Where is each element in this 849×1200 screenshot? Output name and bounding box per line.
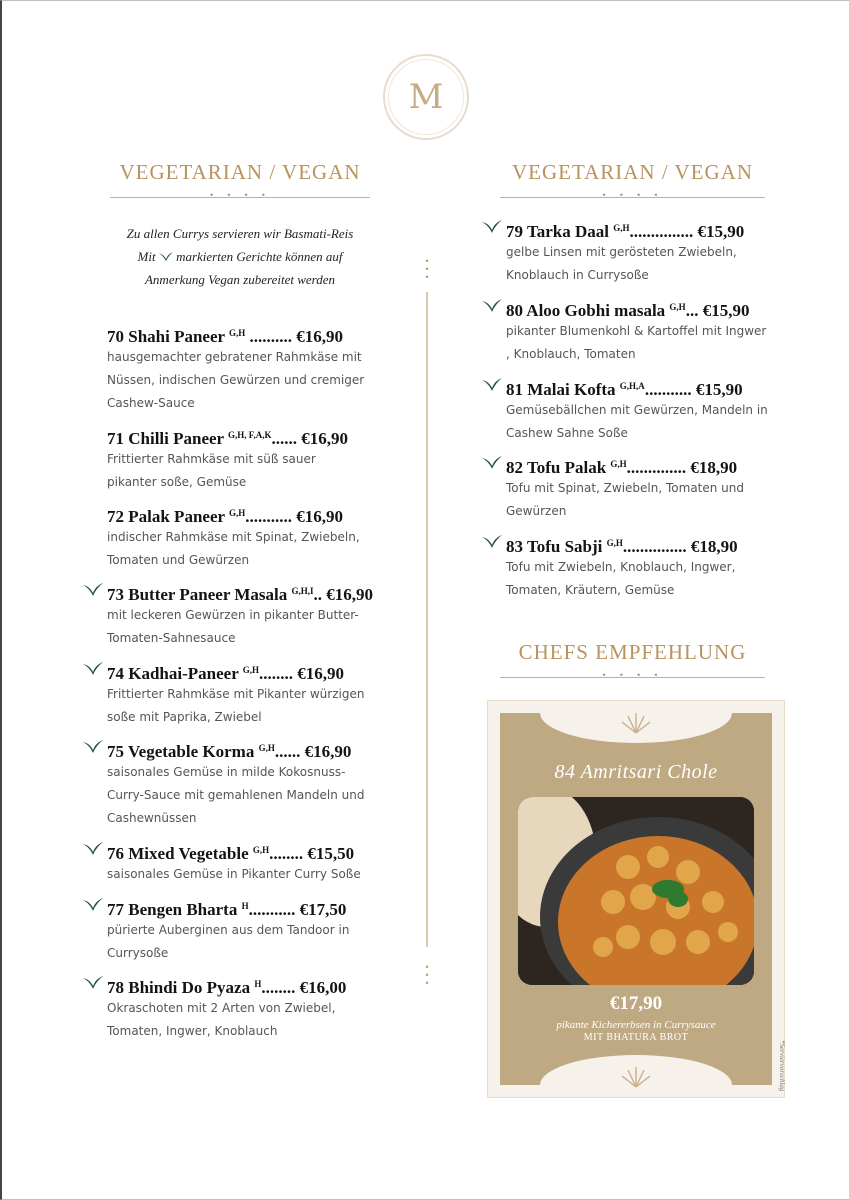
menu-item bbox=[107, 839, 369, 886]
menu-item-name: 75 Vegetable Korma bbox=[107, 742, 255, 761]
menu-item-title bbox=[107, 322, 369, 344]
sunburst-ornament-icon bbox=[618, 709, 654, 735]
menu-item-leader: .......... bbox=[245, 327, 293, 346]
vegan-leaf-icon bbox=[83, 662, 103, 676]
vegan-leaf-icon bbox=[159, 252, 173, 262]
menu-item-description: Tofu mit Spinat, Zwiebeln, Tomaten und Gewürzen bbox=[506, 481, 745, 518]
menu-item bbox=[107, 424, 369, 494]
sunburst-ornament-bottom-icon bbox=[618, 1063, 654, 1089]
menu-item-description: Tofu mit Zwiebeln, Knoblauch, Ingwer, Tomaten, Kräutern, Gemüse bbox=[506, 560, 736, 597]
menu-item-title bbox=[107, 424, 369, 446]
menu-item-leader: ... bbox=[685, 301, 699, 320]
allergen-codes: G,H, F,A,K bbox=[228, 430, 272, 440]
menu-item-price: €16,90 bbox=[304, 742, 352, 761]
menu-item-name: 83 Tofu Sabji bbox=[506, 537, 603, 556]
vegan-leaf-icon bbox=[482, 456, 502, 470]
menu-item-title bbox=[107, 737, 369, 759]
menu-item-description: indischer Rahmkäse mit Spinat, Zwiebeln, Tomaten und Gewürzen bbox=[107, 530, 360, 567]
menu-item-description: Frittierter Rahmkäse mit Pikanter würzigen soße mit Paprika, Zwiebel bbox=[107, 687, 365, 724]
left-title-ornament: • • • • bbox=[209, 191, 271, 200]
intro-line-3: Anmerkung Vegan zubereitet werden bbox=[144, 272, 336, 287]
menu-item-title bbox=[107, 839, 369, 861]
menu-item-description: Okraschoten mit 2 Arten von Zwiebel, Tomaten, Ingwer, Knoblauch bbox=[107, 1001, 336, 1038]
chef-dish-name: 84 Amritsari Chole bbox=[554, 761, 718, 783]
menu-item-leader: ........ bbox=[261, 978, 296, 997]
menu-item bbox=[506, 375, 768, 445]
menu-item-name: 76 Mixed Vegetable bbox=[107, 844, 249, 863]
vegan-leaf-icon bbox=[83, 842, 103, 856]
menu-item-price: €16,90 bbox=[297, 664, 344, 683]
menu-item-title bbox=[107, 502, 369, 524]
menu-item-title bbox=[506, 453, 768, 475]
chef-panel bbox=[500, 713, 772, 1085]
menu-item-price: €18,90 bbox=[690, 537, 738, 556]
menu-item-leader: ...... bbox=[271, 429, 297, 448]
menu-item-price: €16,90 bbox=[301, 429, 348, 448]
menu-item-leader: ........... bbox=[644, 380, 692, 399]
divider-ornament-top: • • • bbox=[424, 257, 430, 282]
column-divider bbox=[426, 292, 428, 947]
menu-item bbox=[107, 322, 369, 415]
chef-dish-description: pikante Kichererbsen in Currysauce bbox=[556, 1019, 716, 1031]
menu-item-price: €15,90 bbox=[695, 380, 743, 399]
allergen-codes: G,H bbox=[669, 302, 686, 312]
vegan-leaf-icon bbox=[83, 976, 103, 990]
menu-item-name: 70 Shahi Paneer bbox=[107, 327, 225, 346]
allergen-codes: G,H bbox=[252, 845, 270, 855]
menu-item-title bbox=[506, 296, 768, 318]
vegan-leaf-icon bbox=[482, 378, 502, 392]
menu-item bbox=[107, 973, 369, 1043]
chef-dish-price: €17,90 bbox=[609, 993, 663, 1014]
allergen-codes: H bbox=[254, 979, 262, 989]
vegan-leaf-icon bbox=[83, 583, 103, 597]
menu-item-name: 73 Butter Paneer Masala bbox=[107, 585, 288, 604]
menu-item-leader: ...... bbox=[274, 742, 301, 761]
allergen-codes: H bbox=[241, 901, 249, 911]
allergen-codes: G,H bbox=[610, 459, 627, 469]
menu-item-description: Frittierter Rahmkäse mit süß sauer pikanter soße, Gemüse bbox=[107, 452, 316, 489]
menu-item bbox=[506, 296, 768, 366]
menu-item bbox=[107, 895, 369, 965]
menu-item-leader: ........... bbox=[248, 900, 296, 919]
menu-item-name: 72 Palak Paneer bbox=[107, 507, 225, 526]
intro-line-2 bbox=[108, 245, 372, 268]
menu-item-description: saisonales Gemüse in Pikanter Curry Soße bbox=[107, 867, 361, 881]
menu-item-description: saisonales Gemüse in milde Kokosnuss-Curry-Sauce mit gemahlenen Mandeln und Cashewnüssen bbox=[107, 765, 365, 825]
intro-line-1: Zu allen Currys servieren wir Basmati-Reis bbox=[126, 226, 354, 241]
menu-item-title bbox=[506, 217, 768, 239]
menu-item-title bbox=[506, 375, 768, 397]
menu-item-leader: ........ bbox=[258, 664, 293, 683]
allergen-codes: G,H bbox=[228, 508, 246, 518]
vegan-leaf-icon bbox=[482, 535, 502, 549]
menu-item-description: pikanter Blumenkohl & Kartoffel mit Ingwer , Knoblauch, Tomaten bbox=[506, 324, 767, 361]
menu-item-name: 81 Malai Kofta bbox=[506, 380, 616, 399]
menu-item-description: Gemüsebällchen mit Gewürzen, Mandeln in Cashew Sahne Soße bbox=[506, 403, 768, 440]
menu-item-price: €15,50 bbox=[307, 844, 355, 863]
menu-item-name: 74 Kadhai-Paneer bbox=[107, 664, 239, 683]
menu-item-description: gelbe Linsen mit gerösteten Zwiebeln, Knoblauch in Currysoße bbox=[506, 245, 737, 282]
menu-item bbox=[506, 217, 768, 287]
vegan-leaf-icon bbox=[482, 220, 502, 234]
menu-item-leader: .. bbox=[313, 585, 322, 604]
menu-item-name: 79 Tarka Daal bbox=[506, 222, 609, 241]
allergen-codes: G,H,I bbox=[291, 586, 314, 596]
allergen-codes: G,H,A bbox=[619, 381, 645, 391]
menu-item-name: 77 Bengen Bharta bbox=[107, 900, 238, 919]
monogram-icon: M bbox=[388, 59, 464, 135]
vegan-leaf-icon bbox=[83, 898, 103, 912]
vegan-leaf-icon bbox=[482, 299, 502, 313]
restaurant-logo bbox=[383, 54, 469, 140]
serving-suggestion-note: *Serviervorschlag bbox=[778, 1040, 786, 1092]
menu-item-description: pürierte Auberginen aus dem Tandoor in Currysoße bbox=[107, 923, 350, 960]
menu-item-price: €16,00 bbox=[299, 978, 347, 997]
intro-line-2-start: Mit bbox=[137, 249, 156, 264]
menu-item bbox=[107, 737, 369, 830]
intro-note bbox=[108, 222, 372, 291]
menu-item-name: 78 Bhindi Do Pyaza bbox=[107, 978, 251, 997]
allergen-codes: G,H bbox=[258, 743, 275, 753]
menu-item-name: 82 Tofu Palak bbox=[506, 458, 607, 477]
menu-item-leader: .............. bbox=[626, 458, 687, 477]
vegan-leaf-icon bbox=[83, 740, 103, 754]
divider-ornament-bottom: • • • bbox=[424, 963, 430, 988]
menu-item-price: €15,90 bbox=[697, 222, 745, 241]
chef-recommendation-card bbox=[487, 700, 785, 1098]
left-section-title: VEGETARIAN / VEGAN bbox=[119, 160, 361, 184]
menu-item-title bbox=[107, 973, 369, 995]
menu-item-leader: ........ bbox=[269, 844, 304, 863]
right-section-title: VEGETARIAN / VEGAN bbox=[511, 160, 754, 184]
menu-item-price: €15,90 bbox=[702, 301, 750, 320]
menu-item-price: €16,90 bbox=[296, 507, 343, 526]
allergen-codes: G,H bbox=[606, 538, 623, 548]
chef-section-title: CHEFS EMPFEHLUNG bbox=[518, 640, 747, 664]
menu-item-leader: ........... bbox=[245, 507, 292, 526]
menu-item bbox=[107, 502, 369, 572]
menu-item-name: 71 Chilli Paneer bbox=[107, 429, 224, 448]
right-title-ornament: • • • • bbox=[601, 191, 664, 200]
menu-item-name: 80 Aloo Gobhi masala bbox=[506, 301, 666, 320]
intro-line-2-end: markierten Gerichte können auf bbox=[176, 249, 343, 264]
chef-title-ornament: • • • • bbox=[601, 671, 664, 680]
menu-item-price: €18,90 bbox=[690, 458, 738, 477]
menu-item-leader: ............... bbox=[629, 222, 694, 241]
allergen-codes: G,H bbox=[229, 328, 246, 338]
allergen-codes: G,H bbox=[613, 223, 630, 233]
menu-item-price: €16,90 bbox=[296, 327, 344, 346]
menu-item bbox=[506, 453, 768, 523]
menu-item-title bbox=[107, 895, 369, 917]
menu-item-title bbox=[107, 580, 373, 604]
menu-item-title bbox=[506, 532, 768, 554]
menu-item-description: hausgemachter gebratener Rahmkäse mit Nüssen, indischen Gewürzen und cremiger Cashew-Sauce bbox=[107, 350, 365, 410]
menu-item-description: mit leckeren Gewürzen in pikanter Butter-Tomaten-Sahnesauce bbox=[107, 608, 359, 645]
menu-item bbox=[107, 580, 373, 650]
menu-item-price: €17,50 bbox=[299, 900, 347, 919]
menu-item bbox=[107, 659, 369, 729]
menu-item-leader: ............... bbox=[622, 537, 687, 556]
chef-dish-side: MIT BHATURA BROT bbox=[583, 1032, 689, 1043]
chole-dish-photo bbox=[518, 797, 754, 985]
allergen-codes: G,H bbox=[242, 665, 259, 675]
menu-item-price: €16,90 bbox=[326, 585, 373, 604]
menu-item-title bbox=[107, 659, 369, 681]
menu-item bbox=[506, 532, 768, 602]
